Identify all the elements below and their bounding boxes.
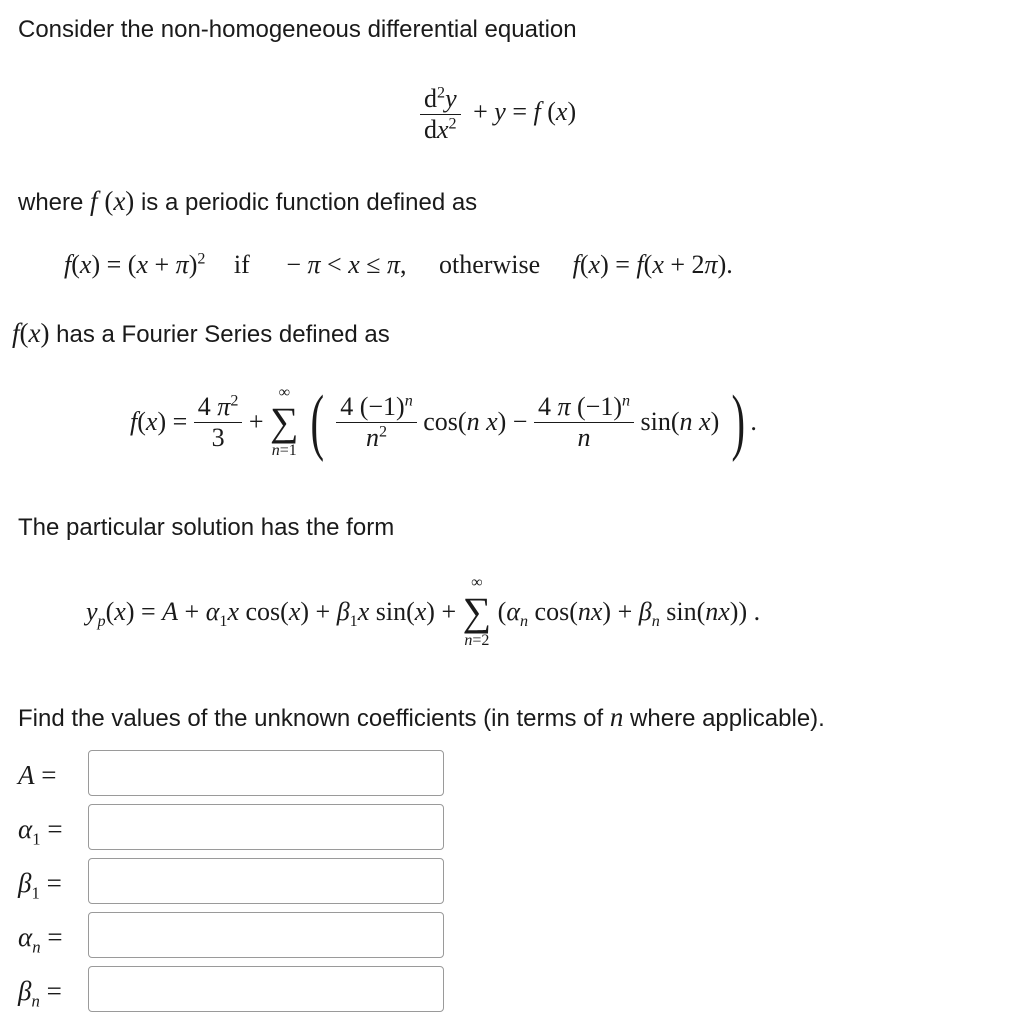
particular-text: The particular solution has the form: [18, 514, 395, 541]
particular-solution: $y_p(x) = A + \alpha_1x$ $\cos(x) + \beta_1x$ sin(x) + ∞ ∑ n=2 ($\alpha_n$ $\cos(nx) + \beta_n$ sin(nx)) .: [86, 574, 761, 649]
where-line: where f (x) is a periodic function defined as: [18, 186, 478, 216]
label-A: A =: [18, 760, 57, 790]
answer-A-input[interactable]: [88, 750, 444, 796]
intro-text: Consider the non-homogeneous differential equation: [18, 16, 577, 43]
label-betan: $\beta_n$ =: [18, 976, 62, 1011]
ode-equation: $\frac{d^2y}{dx^2}$ + y = f (x): [420, 84, 576, 145]
find-text: Find the values of the unknown coefficients (in terms of n where applicable).: [18, 702, 825, 732]
fourier-series: f(x) = $\frac{4 \pi^2}{3}$ + ∞ ∑ n=1 ( $\frac{4 (-1)^n}{n^2}$ cos(n x) − $\frac{4 \pi (-1)^n}{n}$ sin(n x) ) .: [130, 381, 757, 463]
label-alpha1: $\alpha_1$ =: [18, 814, 63, 849]
fourier-intro: f(x) has a Fourier Series defined as: [12, 318, 390, 348]
label-beta1: $\beta_1$ =: [18, 868, 62, 903]
answer-betan-input[interactable]: [88, 966, 444, 1012]
answer-alphan-input[interactable]: [88, 912, 444, 958]
label-alphan: $\alpha_n$ =: [18, 922, 63, 957]
answer-alpha1-input[interactable]: [88, 804, 444, 850]
answer-beta1-input[interactable]: [88, 858, 444, 904]
f-definition: $f(x) = (x + \pi)^2$ if − π < x ≤ π, otherwise f(x) = f(x + 2π).: [64, 250, 733, 279]
